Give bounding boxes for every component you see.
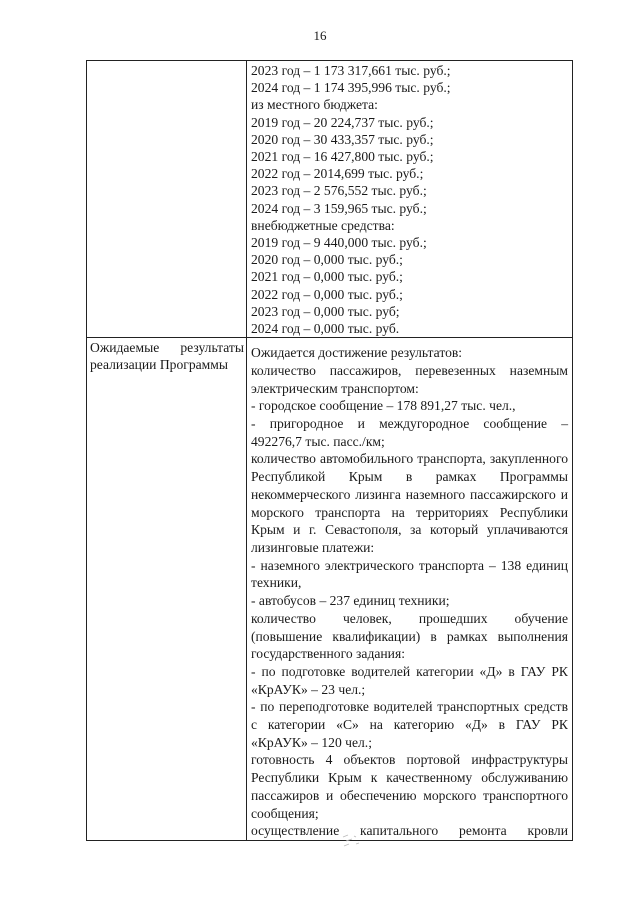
results-label-cell [87, 338, 247, 841]
funding-line: 2020 год – 0,000 тыс. руб.; [251, 252, 403, 268]
funding-line: 2023 год – 2 576,552 тыс. руб.; [251, 183, 427, 199]
funding-row [87, 61, 573, 338]
funding-line: 2020 год – 30 433,357 тыс. руб.; [251, 131, 434, 147]
funding-line: 2019 год – 9 440,000 тыс. руб.; [251, 235, 427, 251]
results-content-cell [247, 338, 573, 841]
funding-label-cell [87, 61, 247, 338]
program-passport-table [86, 60, 573, 841]
results-paragraph: количество пассажиров, перевезенных наземным электрическим транспортом: [251, 362, 568, 396]
results-label: Ожидаемые результаты реализации Программы [90, 340, 244, 373]
results-row [87, 338, 573, 841]
results-paragraph: - пригородное и междугородное сообщение – 492276,7 тыс. пасс./км; [251, 416, 568, 449]
page-number: 16 [313, 28, 327, 43]
funding-line: 2021 год – 16 427,800 тыс. руб.; [251, 149, 434, 165]
results-paragraph: - по подготовке водителей категории «Д» в ГАУ РК «КрАУК» – 23 чел.; [251, 663, 568, 697]
results-paragraph: - наземного электрического транспорта – 138 единиц техники, [251, 557, 568, 591]
results-paragraph: готовность 4 объектов портовой инфраструктуры Республики Крым к качественному обслуживанию пассажиров и обеспечению морского транспортного сообщения; [251, 752, 568, 821]
funding-line: 2023 год – 0,000 тыс. руб; [251, 303, 400, 319]
funding-line: внебюджетные средства: [251, 217, 395, 233]
scan-mark [340, 832, 362, 850]
funding-line: 2022 год – 2014,699 тыс. руб.; [251, 166, 424, 182]
funding-line: 2022 год – 0,000 тыс. руб.; [251, 286, 403, 302]
results-paragraph: осуществление капитального ремонта кровли [251, 823, 568, 839]
funding-line: 2023 год – 1 173 317,661 тыс. руб.; [251, 63, 451, 78]
funding-line: 2024 год – 1 174 395,996 тыс. руб.; [251, 80, 451, 96]
funding-content-cell [247, 61, 573, 338]
results-paragraph: - городское сообщение – 178 891,27 тыс. чел., [251, 398, 516, 414]
results-paragraph: Ожидается достижение результатов: [251, 345, 463, 361]
funding-line: 2019 год – 20 224,737 тыс. руб.; [251, 114, 434, 130]
results-paragraph: количество человек, прошедших обучение (повышение квалификации) в рамках выполнения государственного задания: [251, 610, 568, 662]
results-paragraph: - автобусов – 237 единиц техники; [251, 593, 450, 609]
results-paragraph: количество автомобильного транспорта, закупленного Республикой Крым в рамках Программы некоммерческого лизинга наземного пассажирского и морского транспорта на территориях Республики Крым и г. Севастополя, за который уплачиваются лизинговые платежи: [251, 451, 568, 555]
funding-line: 2021 год – 0,000 тыс. руб.; [251, 269, 403, 285]
results-paragraph: - по переподготовке водителей транспортных средств с категории «С» на категорию «Д» в ГАУ РК «КрАУК» – 120 чел.; [251, 699, 568, 750]
funding-line: 2024 год – 0,000 тыс. руб. [251, 321, 400, 337]
funding-line: из местного бюджета: [251, 97, 378, 113]
funding-line: 2024 год – 3 159,965 тыс. руб.; [251, 200, 427, 216]
